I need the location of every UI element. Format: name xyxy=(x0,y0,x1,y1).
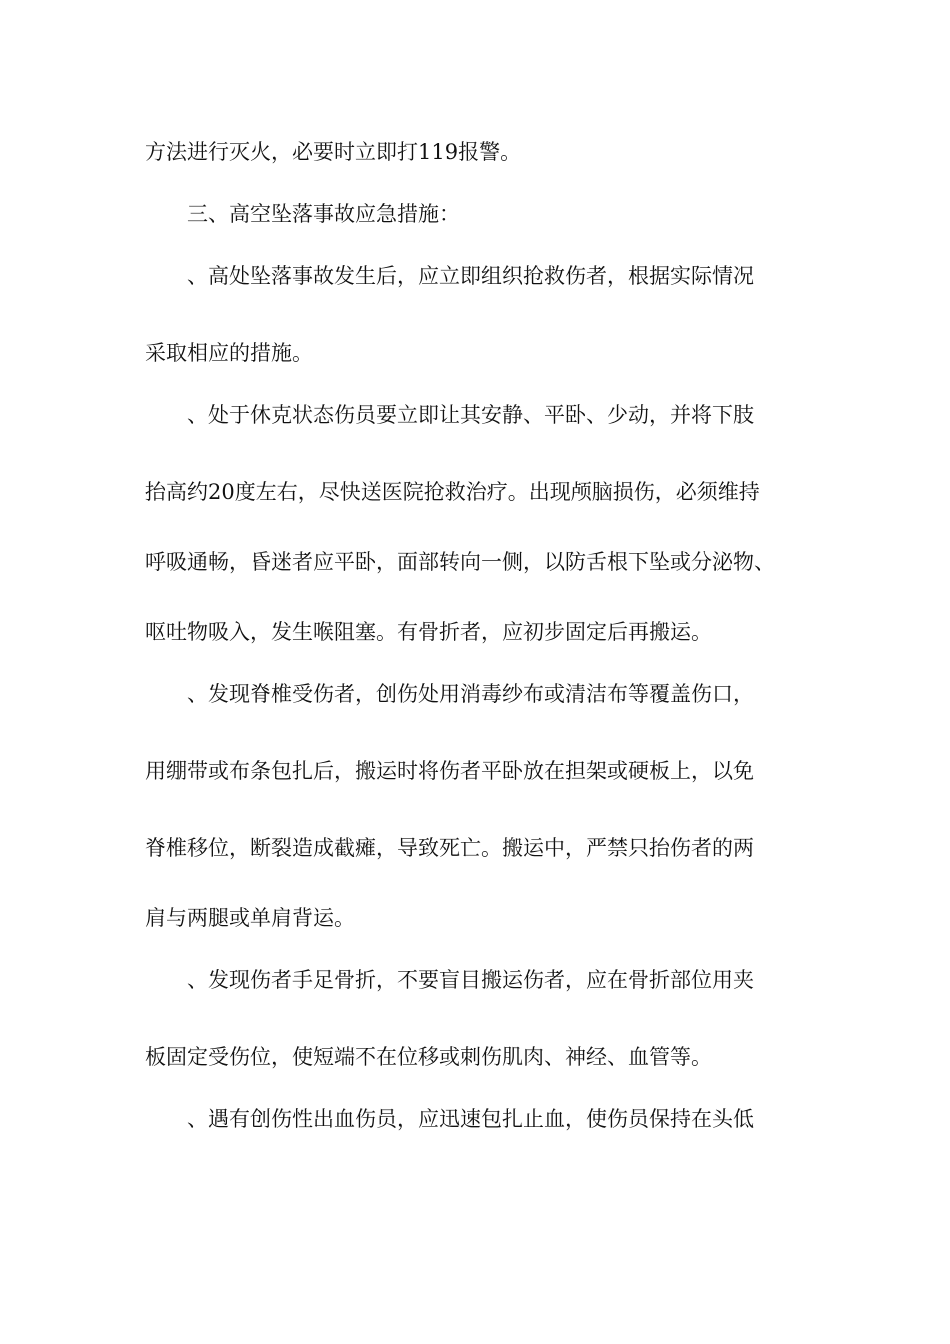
text-line: 呼吸通畅，昏迷者应平卧，面部转向一侧，以防舌根下坠或分泌物、 xyxy=(145,550,775,574)
text-line: 、处于休克状态伤员要立即让其安静、平卧、少动，并将下肢 xyxy=(187,403,754,427)
text-line: 、高处坠落事故发生后，应立即组织抢救伤者，根据实际情况 xyxy=(187,264,754,288)
text-line: 、发现伤者手足骨折，不要盲目搬运伤者，应在骨折部位用夹 xyxy=(187,968,754,992)
text-line: 方法进行灭火，必要时立即打119报警。 xyxy=(145,140,522,164)
text-line: 采取相应的措施。 xyxy=(145,341,313,365)
section-heading: 三、高空坠落事故应急措施： xyxy=(187,202,460,226)
text-line: 、遇有创伤性出血伤员，应迅速包扎止血，使伤员保持在头低 xyxy=(187,1107,754,1131)
text-line: 脊椎移位，断裂造成截瘫，导致死亡。搬运中，严禁只抬伤者的两 xyxy=(145,836,754,860)
text-line: 、发现脊椎受伤者，创伤处用消毒纱布或清洁布等覆盖伤口， xyxy=(187,682,754,706)
text-line: 抬高约20度左右，尽快送医院抢救治疗。出现颅脑损伤，必须维持 xyxy=(145,480,760,504)
text-line: 呕吐物吸入，发生喉阻塞。有骨折者，应初步固定后再搬运。 xyxy=(145,620,712,644)
text-line: 肩与两腿或单肩背运。 xyxy=(145,906,355,930)
text-line: 板固定受伤位，使短端不在位移或刺伤肌肉、神经、血管等。 xyxy=(145,1045,712,1069)
text-line: 用绷带或布条包扎后，搬运时将伤者平卧放在担架或硬板上，以免 xyxy=(145,759,754,783)
